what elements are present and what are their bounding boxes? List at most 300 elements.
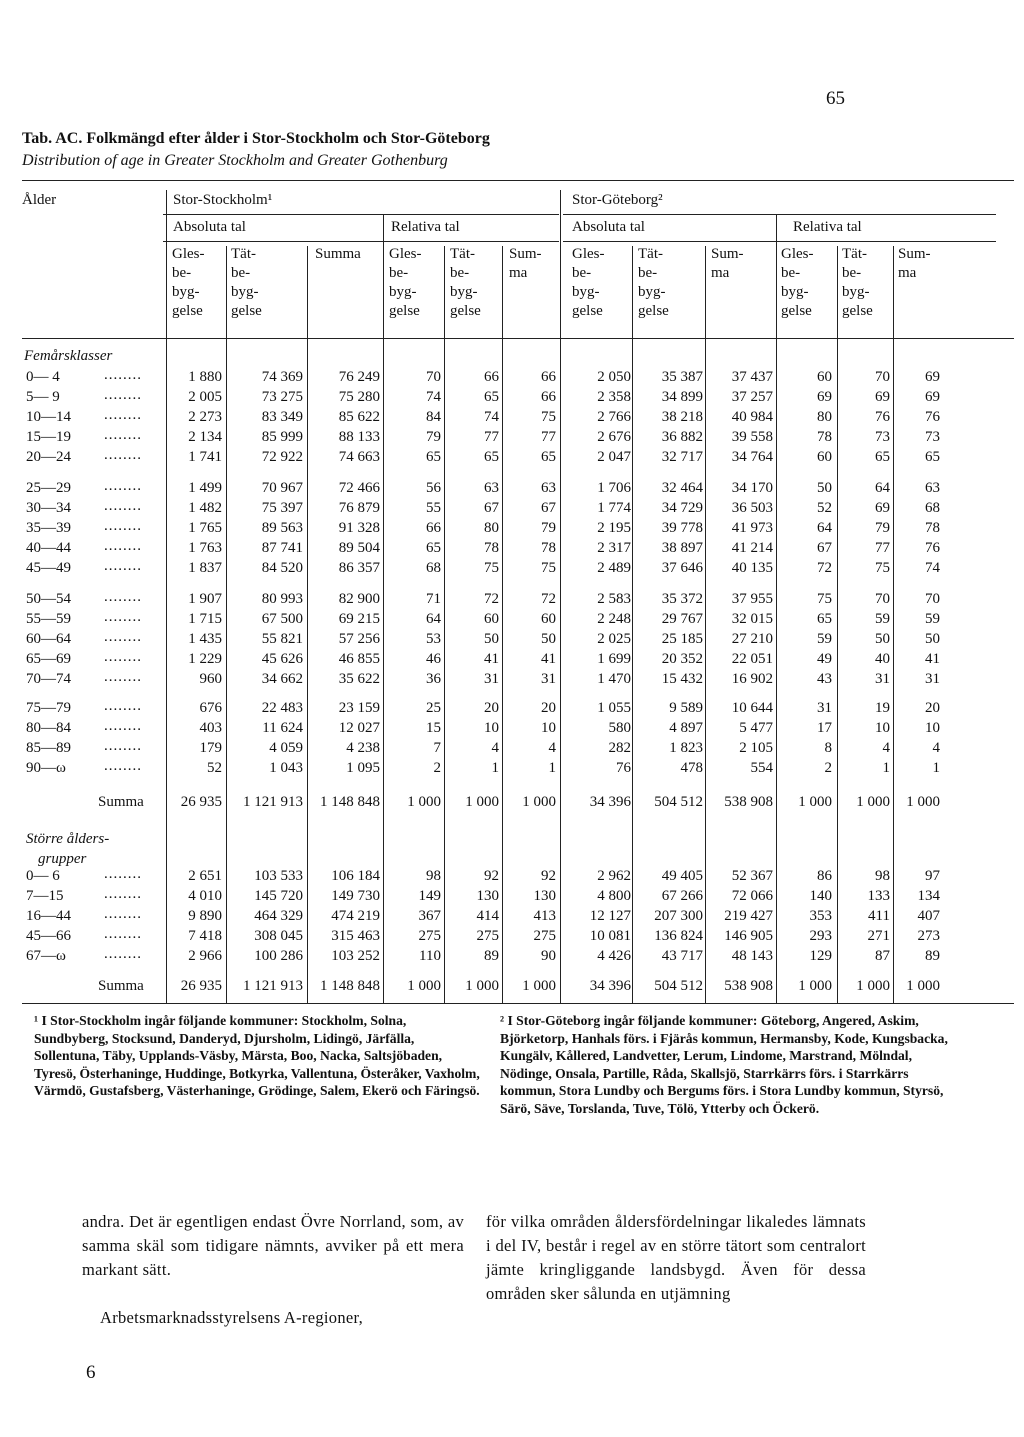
col-header-line: gelse — [638, 303, 669, 319]
table-cell: 2 676 — [597, 429, 631, 445]
col-header-line: ma — [509, 265, 528, 281]
table-cell: 34 396 — [589, 794, 631, 810]
region2-header: Stor-Göteborg² — [572, 192, 663, 208]
table-cell: 36 503 — [731, 500, 773, 516]
table-cell: 41 — [541, 651, 556, 667]
table-cell: 1 229 — [188, 651, 222, 667]
leader-dots: ........ — [104, 609, 142, 625]
table-cell: 79 — [541, 520, 556, 536]
table-cell: 87 — [875, 948, 890, 964]
table-cell: 275 — [476, 928, 499, 944]
table-cell: 67 — [817, 540, 832, 556]
table-cell: 11 624 — [262, 720, 303, 736]
table-cell: 40 984 — [731, 409, 773, 425]
col-header-line: be- — [389, 265, 409, 281]
absolute-header-2: Absoluta tal — [572, 219, 645, 235]
table-cell: 84 520 — [261, 560, 303, 576]
table-cell: 38 897 — [661, 540, 703, 556]
table-cell: 1 715 — [188, 611, 222, 627]
table-cell: 474 219 — [331, 908, 380, 924]
table-cell: 960 — [199, 671, 222, 687]
table-cell: 85 622 — [338, 409, 380, 425]
table-cell: 10 644 — [731, 700, 773, 716]
table-cell: 23 159 — [338, 700, 380, 716]
table-cell: 15 — [426, 720, 441, 736]
table-cell: 20 — [541, 700, 556, 716]
table-cell: 76 — [875, 409, 890, 425]
table-cell: 60 — [817, 449, 832, 465]
table-cell: 8 — [824, 740, 832, 756]
table-cell: 34 170 — [731, 480, 773, 496]
table-cell: 1 148 848 — [320, 978, 380, 994]
table-cell: 12 127 — [589, 908, 631, 924]
table-cell: 1 — [548, 760, 556, 776]
section-label-5yr: Femårsklasser — [24, 348, 113, 364]
table-cell: 1 706 — [597, 480, 631, 496]
table-cell: 66 — [426, 520, 441, 536]
age-label: 70—74 — [26, 671, 71, 687]
table-cell: 9 589 — [669, 700, 703, 716]
table-cell: 65 — [541, 449, 556, 465]
table-cell: 50 — [875, 631, 890, 647]
table-cell: 74 663 — [338, 449, 380, 465]
table-cell: 91 328 — [338, 520, 380, 536]
table-cell: 50 — [541, 631, 556, 647]
col-header-glesbebyggelse — [389, 245, 422, 321]
table-cell: 64 — [426, 611, 441, 627]
table-cell: 65 — [875, 449, 890, 465]
table-cell: 106 184 — [331, 868, 380, 884]
table-cell: 1 907 — [188, 591, 222, 607]
table-cell: 74 — [484, 409, 499, 425]
table-cell: 32 015 — [731, 611, 773, 627]
age-label: 7—15 — [26, 888, 64, 904]
table-cell: 1 482 — [188, 500, 222, 516]
col-header-summa — [711, 245, 744, 283]
total-label: Summa — [98, 794, 144, 810]
table-cell: 12 027 — [338, 720, 380, 736]
table-cell: 504 512 — [654, 978, 703, 994]
table-cell: 50 — [925, 631, 940, 647]
table-cell: 414 — [476, 908, 499, 924]
col-header-line: Gles- — [172, 246, 205, 262]
table-cell: 65 — [817, 611, 832, 627]
leader-dots: ........ — [104, 649, 142, 665]
leader-dots: ........ — [104, 906, 142, 922]
table-cell: 80 — [484, 520, 499, 536]
table-cell: 136 824 — [654, 928, 703, 944]
col-header-line: be- — [638, 265, 658, 281]
col-header-line: byg- — [842, 284, 870, 300]
table-cell: 34 899 — [661, 389, 703, 405]
table-cell: 1 000 — [465, 978, 499, 994]
table-cell: 308 045 — [254, 928, 303, 944]
table-cell: 179 — [199, 740, 222, 756]
table-cell: 76 — [616, 760, 631, 776]
table-cell: 69 — [925, 369, 940, 385]
table-cell: 74 — [426, 389, 441, 405]
table-cell: 70 — [426, 369, 441, 385]
relative-header-2: Relativa tal — [793, 219, 862, 235]
table-cell: 56 — [426, 480, 441, 496]
table-cell: 353 — [809, 908, 832, 924]
table-cell: 69 — [925, 389, 940, 405]
leader-dots: ........ — [104, 866, 142, 882]
header-rule-region1 — [163, 214, 559, 215]
col-header-line: Tät- — [638, 246, 663, 262]
table-cell: 554 — [750, 760, 773, 776]
age-label: 45—49 — [26, 560, 71, 576]
table-cell: 464 329 — [254, 908, 303, 924]
table-cell: 88 133 — [338, 429, 380, 445]
table-cell: 34 764 — [731, 449, 773, 465]
col-header-summa — [898, 245, 931, 283]
table-cell: 2 — [824, 760, 832, 776]
col-header-line: ma — [711, 265, 730, 281]
col-header-line: be- — [172, 265, 192, 281]
table-cell: 16 902 — [731, 671, 773, 687]
table-cell: 538 908 — [724, 978, 773, 994]
table-cell: 98 — [875, 868, 890, 884]
column-divider — [166, 190, 167, 1003]
table-cell: 76 249 — [338, 369, 380, 385]
table-cell: 59 — [875, 611, 890, 627]
table-cell: 72 — [484, 591, 499, 607]
table-cell: 31 — [875, 671, 890, 687]
footnote-goteborg: ² I Stor-Göteborg ingår följande kommuner: Göteborg, Angered, Askim, Björketorp, Hanhals förs. i Fjärås kommun, Hermansby, Kode, Kungsbacka, Kungälv, Kållered, Landvetter, Lerum, Lindome, Marstrand, Mölndal, Nödinge, Onsala, Partille, Råda, Skallsjö, Starrkärrs förs. i Starrkärrs kommun, Stora Lundby och Bergums förs. i Stora Lundby kommun, Styrsö, Särö, Säve, Torslanda, Tuve, Tölö, Ytterby och Öckerö. — [500, 1013, 948, 1116]
table-cell: 1 765 — [188, 520, 222, 536]
table-cell: 1 — [882, 760, 890, 776]
table-cell: 37 437 — [731, 369, 773, 385]
table-cell: 676 — [199, 700, 222, 716]
absolute-header-1: Absoluta tal — [173, 219, 246, 235]
table-cell: 103 533 — [254, 868, 303, 884]
table-cell: 34 396 — [589, 978, 631, 994]
table-cell: 31 — [817, 700, 832, 716]
table-cell: 1 000 — [522, 794, 556, 810]
col-header-line: be- — [450, 265, 470, 281]
leader-dots: ........ — [104, 669, 142, 685]
table-title: Tab. AC. Folkmängd efter ålder i Stor-Stockholm och Stor-Göteborg — [22, 130, 490, 147]
table-cell: 2 358 — [597, 389, 631, 405]
table-cell: 4 897 — [669, 720, 703, 736]
age-label: 16—44 — [26, 908, 71, 924]
table-cell: 4 800 — [597, 888, 631, 904]
table-cell: 52 367 — [731, 868, 773, 884]
table-cell: 40 — [875, 651, 890, 667]
col-header-line: byg- — [638, 284, 666, 300]
leader-dots: ........ — [104, 886, 142, 902]
table-cell: 75 280 — [338, 389, 380, 405]
table-cell: 72 466 — [338, 480, 380, 496]
table-cell: 1 470 — [597, 671, 631, 687]
age-label: 80—84 — [26, 720, 71, 736]
col-header-line: gelse — [231, 303, 262, 319]
table-cell: 207 300 — [654, 908, 703, 924]
table-cell: 75 — [875, 560, 890, 576]
table-cell: 76 — [925, 540, 940, 556]
page-number: 65 — [826, 88, 845, 109]
table-cell: 84 — [426, 409, 441, 425]
table-cell: 103 252 — [331, 948, 380, 964]
table-cell: 1 000 — [522, 978, 556, 994]
age-label: 15—19 — [26, 429, 71, 445]
table-cell: 71 — [426, 591, 441, 607]
table-cell: 4 010 — [188, 888, 222, 904]
table-cell: 1 095 — [346, 760, 380, 776]
table-cell: 2 047 — [597, 449, 631, 465]
table-cell: 75 397 — [261, 500, 303, 516]
table-cell: 273 — [917, 928, 940, 944]
table-cell: 65 — [484, 389, 499, 405]
table-cell: 1 741 — [188, 449, 222, 465]
table-cell: 43 717 — [661, 948, 703, 964]
table-cell: 22 051 — [731, 651, 773, 667]
leader-dots: ........ — [104, 589, 142, 605]
age-label: 90—ω — [26, 760, 66, 776]
col-header-line: byg- — [450, 284, 478, 300]
age-label: 60—64 — [26, 631, 71, 647]
table-cell: 50 — [484, 631, 499, 647]
leader-dots: ........ — [104, 718, 142, 734]
table-cell: 367 — [418, 908, 441, 924]
leader-dots: ........ — [104, 407, 142, 423]
age-label: 30—34 — [26, 500, 71, 516]
table-cell: 140 — [809, 888, 832, 904]
table-cell: 25 — [426, 700, 441, 716]
table-cell: 219 427 — [724, 908, 773, 924]
col-header-line: Summa — [315, 246, 361, 262]
table-cell: 66 — [541, 369, 556, 385]
table-cell: 85 999 — [261, 429, 303, 445]
table-cell: 77 — [484, 429, 499, 445]
table-cell: 87 741 — [261, 540, 303, 556]
col-header-line: Sum- — [898, 246, 931, 262]
table-cell: 97 — [925, 868, 940, 884]
leader-dots: ........ — [104, 518, 142, 534]
table-cell: 1 055 — [597, 700, 631, 716]
col-header-line: gelse — [572, 303, 603, 319]
table-cell: 65 — [484, 449, 499, 465]
table-cell: 580 — [608, 720, 631, 736]
table-cell: 10 — [925, 720, 940, 736]
table-cell: 2 025 — [597, 631, 631, 647]
table-cell: 110 — [419, 948, 441, 964]
table-cell: 53 — [426, 631, 441, 647]
table-cell: 67 — [484, 500, 499, 516]
column-divider — [444, 246, 445, 1003]
table-cell: 4 — [491, 740, 499, 756]
table-cell: 55 821 — [261, 631, 303, 647]
table-cell: 1 763 — [188, 540, 222, 556]
table-cell: 1 699 — [597, 651, 631, 667]
table-cell: 72 — [817, 560, 832, 576]
table-cell: 36 — [426, 671, 441, 687]
table-cell: 63 — [484, 480, 499, 496]
age-label: 0— 4 — [26, 369, 60, 385]
table-cell: 67 500 — [261, 611, 303, 627]
col-header-tatbebyggelse — [231, 245, 262, 321]
table-cell: 2 583 — [597, 591, 631, 607]
col-header-line: Gles- — [572, 246, 605, 262]
table-cell: 1 837 — [188, 560, 222, 576]
table-cell: 2 — [433, 760, 441, 776]
col-header-glesbebyggelse — [781, 245, 814, 321]
column-divider — [893, 246, 894, 1003]
total-label: Summa — [98, 978, 144, 994]
table-cell: 48 143 — [731, 948, 773, 964]
col-header-line: gelse — [842, 303, 873, 319]
table-cell: 35 372 — [661, 591, 703, 607]
leader-dots: ........ — [104, 698, 142, 714]
column-divider — [776, 214, 777, 1003]
table-cell: 1 — [932, 760, 940, 776]
table-cell: 80 993 — [261, 591, 303, 607]
table-cell: 64 — [875, 480, 890, 496]
table-cell: 37 646 — [661, 560, 703, 576]
table-cell: 67 — [541, 500, 556, 516]
table-cell: 411 — [868, 908, 890, 924]
table-cell: 90 — [541, 948, 556, 964]
col-header-tatbebyggelse — [638, 245, 669, 321]
body-text-left: andra. Det är egentligen endast Övre Norrland, som, av samma skäl som tidigare nämnts, avviker på ett mera markant sätt. — [82, 1212, 464, 1279]
table-cell: 76 879 — [338, 500, 380, 516]
table-cell: 19 — [875, 700, 890, 716]
table-cell: 10 081 — [589, 928, 631, 944]
col-header-line: byg- — [781, 284, 809, 300]
table-cell: 4 238 — [346, 740, 380, 756]
age-label: 35—39 — [26, 520, 71, 536]
col-header-line: gelse — [450, 303, 481, 319]
column-divider — [837, 246, 838, 1003]
table-cell: 66 — [541, 389, 556, 405]
table-cell: 275 — [533, 928, 556, 944]
table-cell: 79 — [875, 520, 890, 536]
table-cell: 59 — [925, 611, 940, 627]
col-header-line: gelse — [781, 303, 812, 319]
table-cell: 2 489 — [597, 560, 631, 576]
table-cell: 75 — [484, 560, 499, 576]
table-cell: 89 — [925, 948, 940, 964]
table-cell: 130 — [533, 888, 556, 904]
table-cell: 52 — [817, 500, 832, 516]
table-cell: 1 121 913 — [243, 794, 303, 810]
table-cell: 73 275 — [261, 389, 303, 405]
table-cell: 130 — [476, 888, 499, 904]
table-cell: 34 729 — [661, 500, 703, 516]
table-cell: 60 — [817, 369, 832, 385]
table-cell: 2 766 — [597, 409, 631, 425]
table-cell: 77 — [541, 429, 556, 445]
table-cell: 63 — [541, 480, 556, 496]
table-cell: 149 730 — [331, 888, 380, 904]
age-label: 5— 9 — [26, 389, 60, 405]
table-cell: 49 — [817, 651, 832, 667]
table-cell: 275 — [418, 928, 441, 944]
table-cell: 504 512 — [654, 794, 703, 810]
table-cell: 49 405 — [661, 868, 703, 884]
table-cell: 46 855 — [338, 651, 380, 667]
table-cell: 63 — [925, 480, 940, 496]
table-cell: 293 — [809, 928, 832, 944]
table-cell: 20 352 — [661, 651, 703, 667]
table-cell: 29 767 — [661, 611, 703, 627]
footer-page-number: 6 — [86, 1362, 96, 1383]
table-cell: 37 955 — [731, 591, 773, 607]
table-cell: 77 — [875, 540, 890, 556]
region1-header: Stor-Stockholm¹ — [173, 192, 273, 208]
table-cell: 1 880 — [188, 369, 222, 385]
table-cell: 17 — [817, 720, 832, 736]
table-cell: 478 — [680, 760, 703, 776]
table-cell: 1 000 — [906, 794, 940, 810]
col-header-line: Tät- — [231, 246, 256, 262]
table-cell: 22 483 — [261, 700, 303, 716]
table-cell: 41 973 — [731, 520, 773, 536]
table-cell: 538 908 — [724, 794, 773, 810]
table-cell: 2 651 — [188, 868, 222, 884]
table-cell: 1 000 — [798, 978, 832, 994]
leader-dots: ........ — [104, 498, 142, 514]
leader-dots: ........ — [104, 946, 142, 962]
table-cell: 36 882 — [661, 429, 703, 445]
relative-header-1: Relativa tal — [391, 219, 460, 235]
table-cell: 2 195 — [597, 520, 631, 536]
table-cell: 92 — [484, 868, 499, 884]
table-cell: 75 — [541, 409, 556, 425]
table-cell: 403 — [199, 720, 222, 736]
table-cell: 2 050 — [597, 369, 631, 385]
column-divider — [560, 190, 561, 1003]
table-cell: 70 — [875, 369, 890, 385]
table-cell: 1 148 848 — [320, 794, 380, 810]
table-cell: 37 257 — [731, 389, 773, 405]
table-cell: 31 — [925, 671, 940, 687]
table-cell: 40 135 — [731, 560, 773, 576]
table-cell: 52 — [207, 760, 222, 776]
table-cell: 72 922 — [261, 449, 303, 465]
table-cell: 10 — [875, 720, 890, 736]
table-cell: 74 — [925, 560, 940, 576]
column-divider — [502, 246, 503, 1003]
col-header-line: byg- — [231, 284, 259, 300]
col-header-summa — [315, 245, 361, 264]
col-header-line: Gles- — [389, 246, 422, 262]
table-cell: 2 966 — [188, 948, 222, 964]
age-label: 20—24 — [26, 449, 71, 465]
table-cell: 82 900 — [338, 591, 380, 607]
table-cell: 1 000 — [465, 794, 499, 810]
table-cell: 20 — [484, 700, 499, 716]
table-cell: 2 962 — [597, 868, 631, 884]
table-cell: 31 — [541, 671, 556, 687]
age-label: 75—79 — [26, 700, 71, 716]
table-cell: 69 215 — [338, 611, 380, 627]
table-cell: 70 — [875, 591, 890, 607]
col-header-line: byg- — [389, 284, 417, 300]
table-cell: 50 — [817, 480, 832, 496]
table-cell: 1 000 — [798, 794, 832, 810]
table-cell: 60 — [484, 611, 499, 627]
age-label: 55—59 — [26, 611, 71, 627]
leader-dots: ........ — [104, 447, 142, 463]
table-cell: 65 — [925, 449, 940, 465]
table-cell: 7 418 — [188, 928, 222, 944]
table-cell: 282 — [608, 740, 631, 756]
table-cell: 83 349 — [261, 409, 303, 425]
leader-dots: ........ — [104, 629, 142, 645]
leader-dots: ........ — [104, 427, 142, 443]
